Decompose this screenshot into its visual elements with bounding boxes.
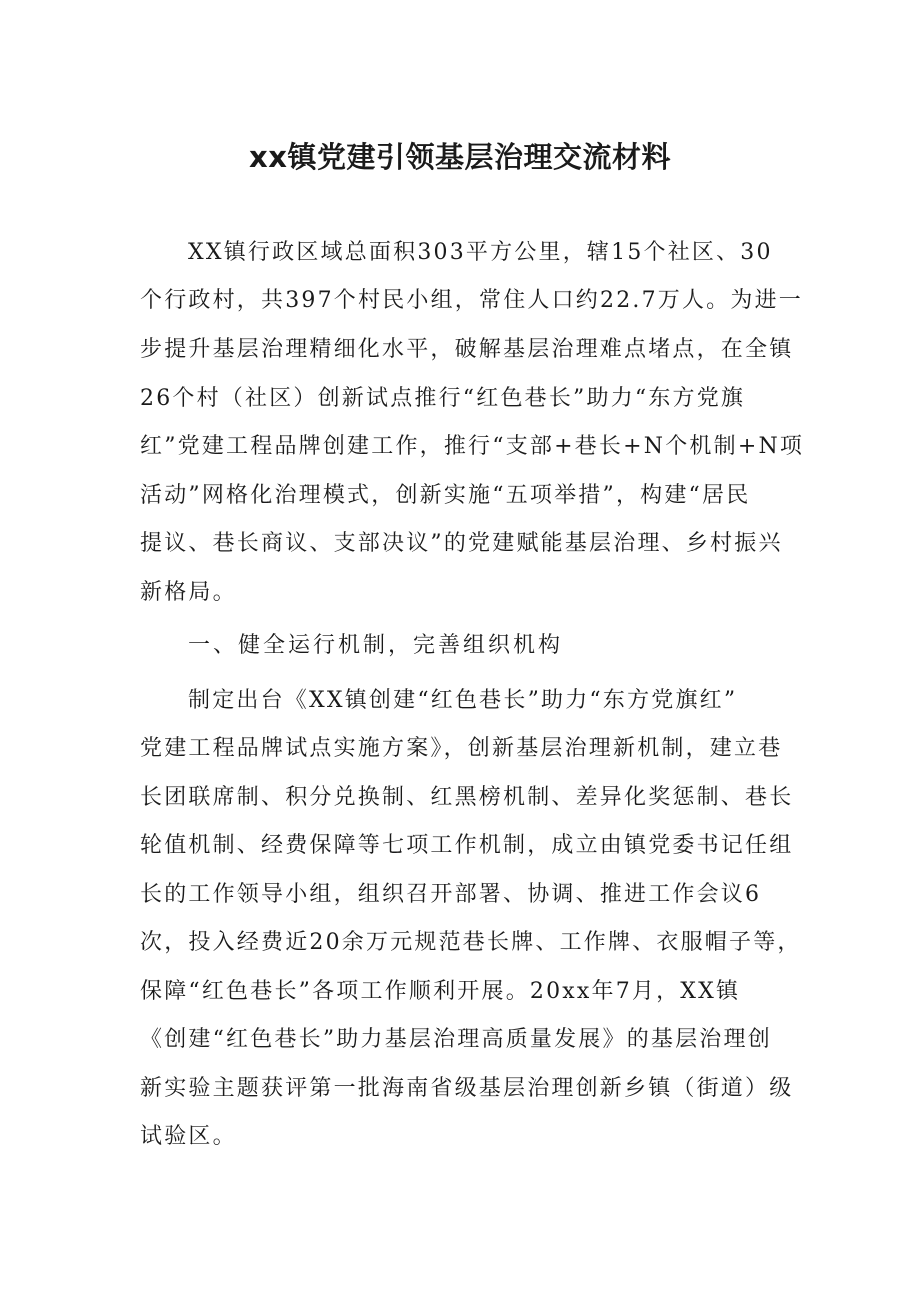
section-1-line-2: 党建工程品牌试点实施方案》，创新基层治理新机制，建立巷 (140, 736, 783, 761)
section-1-line-10: 试验区。 (140, 1124, 237, 1149)
paragraph-1-line-8: 新格局。 (140, 580, 237, 605)
section-1-line-1: 制定出台《XX镇创建“红色巷长”助力“东方党旗红” (188, 688, 738, 713)
paragraph-1-line-6: 活动”网格化治理模式，创新实施“五项举措”，构建“居民 (140, 483, 751, 508)
paragraph-1-line-5: 红”党建工程品牌创建工作，推行“支部+巷长+N个机制+N项 (140, 434, 805, 459)
section-1-heading: 一、健全运行机制，完善组织机构 (188, 633, 564, 658)
document-title: xx镇党建引领基层治理交流材料 (249, 140, 671, 174)
paragraph-1-line-1: XX镇行政区域总面积303平方公里，辖15个社区、30 (188, 240, 773, 265)
section-1-line-7: 保障“红色巷长”各项工作顺利开展。20xx年7月，XX镇 (140, 979, 741, 1004)
section-1-line-6: 次，投入经费近20余万元规范巷长牌、工作牌、衣服帽子等， (140, 930, 802, 955)
paragraph-1-line-3: 步提升基层治理精细化水平，破解基层治理难点堵点，在全镇 (140, 337, 794, 362)
section-1-line-8: 《创建“红色巷长”助力基层治理高质量发展》的基层治理创 (140, 1027, 772, 1052)
section-1-line-3: 长团联席制、积分兑换制、红黑榜机制、差异化奖惩制、巷长 (140, 785, 794, 810)
paragraph-1-line-2: 个行政村，共397个村民小组，常住人口约22.7万人。为进一 (140, 288, 803, 313)
section-1-line-5: 长的工作领导小组，组织召开部署、协调、推进工作会议6 (140, 882, 762, 907)
paragraph-1-line-4: 26个村（社区）创新试点推行“红色巷长”助力“东方党旗 (140, 386, 746, 411)
section-1-line-9: 新实验主题获评第一批海南省级基层治理创新乡镇（街道）级 (140, 1076, 794, 1101)
paragraph-1-line-7: 提议、巷长商议、支部决议”的党建赋能基层治理、乡村振兴 (140, 531, 783, 556)
section-1-line-4: 轮值机制、经费保障等七项工作机制，成立由镇党委书记任组 (140, 833, 794, 858)
